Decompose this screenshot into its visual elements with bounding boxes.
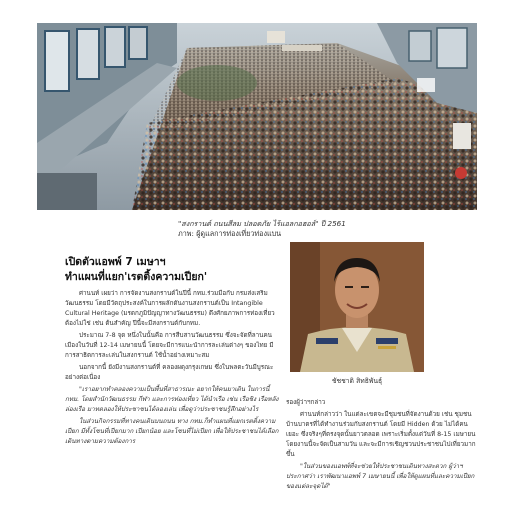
caption-line-1: "สงกรานต์ ถนนสีลม ปลอดภัย ไร้แอลกอฮอล์" ปี 2561 [178,219,346,228]
body-paragraph: ประมาณ 7-8 จุด หนึ่งในนั้นคือ การสืบสานวัฒนธรรม ซึ่งจะจัดที่ลานคนเมืองในวันที่ 12-14 เมษายนนี้ โดยจะมีการแนะนำการละเล่นต่างๆ ของไทย มีการสาธิตการละเล่นในสงกรานต์ ใช้น้ำอย่างเหมาะสม [65,332,274,359]
body-paragraph: ศานนท์ เผยว่า การจัดงานสงกรานต์ในปีนี้ กทม.ร่วมมือกับ กรมส่งเสริมวัฒนธรรม โดยมีวัตถุประสงค์ในการผลักดันงานสงกรานต์เป็น Intangible Cultural Heritage (มรดกภูมิปัญญาทางวัฒนธรรม) ดึงศักยภาพการท่องเที่ยวต้องไม่ใช่ เช่น ต้นสำคัญ ปีนี้จะมีสงกรานต์กับกทม. [65,290,275,327]
body-column-left [65,289,280,449]
portrait-name-caption: ชัชชาติ สิทธิพันธุ์ [331,377,383,385]
body-quote: ในส่วนกิจกรรมที่ทางคนเดินบนถนน ทาง กทม.ก็ทำแผนที่แยกเรตติ้งความเปียก มีทั้งโซนที่เปียกมาก เปียกน้อย และโซนที่ไม่เปียก เพื่อให้ประชาชนได้เลือกเดินทางตามความต้องการ [65,418,279,445]
photo-caption [178,219,478,239]
body-paragraph: ศานนท์กล่าวว่า ในแต่ละเขตจะมีชุมชนที่จัดงานด้วย เช่น ชุมชนบ้านบาตรที่ได้ทำงานร่วมกับสงกรานต์ โดยมี Hidden ด้วย ไม่ได้คนเยอะ ซึ่งจริงๆที่ตรงจุดนั้นยาวตลอด เพราะเริ่มตั้งแต่วันที่ 8-15 เมษายน โดยงานนี้จะจัดเป็นสามวัน และจะมีการเชิญชวนประชาชนไปเที่ยวมากขึ้น [286,411,476,458]
headline-line-1: เปิดตัวแอพพ์ 7 เมษาฯ [65,256,166,268]
body-quote: "เราอยากทำคลองความเป็นพื้นที่สาธารณะ อยากให้คนมาเดิน ในการนี้ กทม. โดยสำนักวัฒนธรรม กีฬา และการท่องเที่ยว ได้นำเรือ เช่น เรือชิง เรือหลัง ล่องเรือ มาทดลองให้ประชาชนได้ลองเล่น เพื่อดูว่าประชาชนรู้สึกอย่างไร [65,386,279,413]
body-paragraph: รองผู้ว่าฯกล่าว [286,399,326,406]
official-portrait-photo [290,242,424,372]
article-headline [65,255,280,285]
caption-line-2: ภาพ: ผู้ดูแลการท่องเที่ยวท่องแบน [178,229,282,238]
body-paragraph: นอกจากนี้ ยังมีงานสงกรานต์ที่ คลองผดุงกรุงเกษม ซึ่งในพลตะวันมีบูรณะอย่างต่อเนื่อง [65,364,274,381]
body-quote: "ในส่วนของแอพพ์ที่จะช่วยให้ประชาชนเดินทางสะดวก ผู้ว่าฯ ประกาศว่า เราพัฒนาแอพพ์ 7 เมษายนนี้ เพื่อให้ดูแผนที่และความเปียกของแต่ละจุดได้" [286,463,475,490]
body-column-right [286,398,478,494]
headline-line-2: ทำแผนที่แยก'เรตติ้งความเปียก' [65,271,208,283]
songkran-crowd-photo [37,23,477,210]
